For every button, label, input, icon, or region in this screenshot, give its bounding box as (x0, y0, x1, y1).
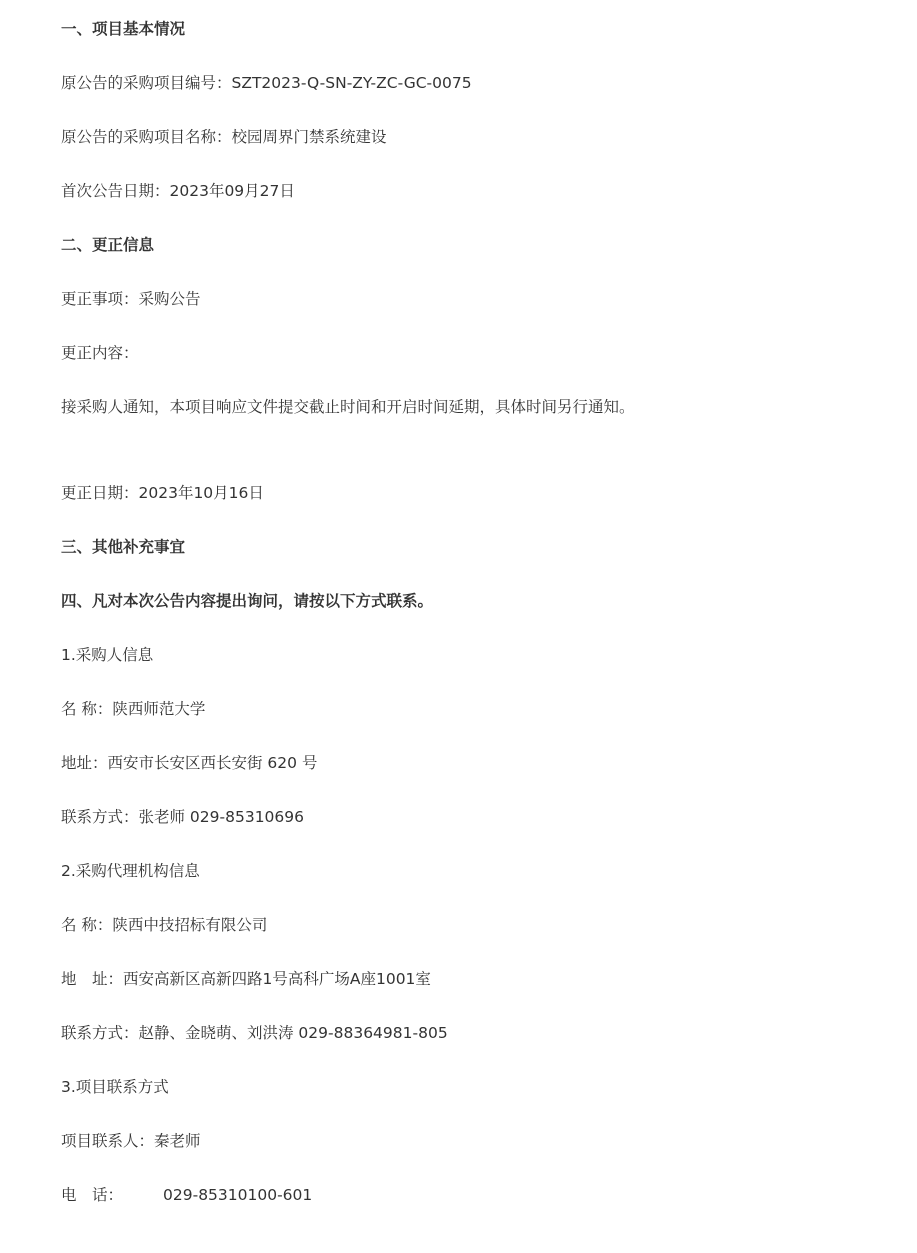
project-contact-heading: 3.项目联系方式 (61, 1078, 169, 1096)
section-heading-contact: 四、凡对本次公告内容提出询问，请按以下方式联系。 (61, 592, 434, 610)
original-project-number: 原公告的采购项目编号：SZT2023-Q-SN-ZY-ZC-GC-0075 (61, 74, 472, 92)
first-announcement-date: 首次公告日期：2023年09月27日 (61, 182, 295, 200)
section-heading-other-matters: 三、其他补充事宜 (61, 538, 186, 556)
original-project-name: 原公告的采购项目名称：校园周界门禁系统建设 (61, 128, 387, 146)
purchaser-address: 地址：西安市长安区西长安街 620 号 (61, 754, 318, 772)
correction-item: 更正事项：采购公告 (61, 290, 201, 308)
project-phone-value: 029-85310100-601 (163, 1186, 313, 1204)
correction-content-label: 更正内容： (61, 344, 139, 362)
purchaser-info-heading: 1.采购人信息 (61, 646, 154, 664)
project-contact-person: 项目联系人：秦老师 (61, 1132, 201, 1150)
project-phone (61, 1184, 312, 1206)
agency-info-heading: 2.采购代理机构信息 (61, 862, 200, 880)
project-phone-label: 电 话： (61, 1186, 124, 1204)
purchaser-name: 名 称：陕西师范大学 (61, 700, 206, 718)
agency-address: 地 址：西安高新区高新四路1号高科广场A座1001室 (61, 970, 431, 988)
correction-date: 更正日期：2023年10月16日 (61, 484, 264, 502)
section-heading-correction-info: 二、更正信息 (61, 236, 155, 254)
agency-contact: 联系方式：赵静、金晓萌、刘洪涛 029-88364981-805 (61, 1024, 448, 1042)
purchaser-contact: 联系方式：张老师 029-85310696 (61, 808, 304, 826)
correction-content-text: 接采购人通知，本项目响应文件提交截止时间和开启时间延期，具体时间另行通知。 (61, 398, 635, 416)
section-heading-basic-info: 一、项目基本情况 (61, 20, 186, 38)
agency-name: 名 称：陕西中技招标有限公司 (61, 916, 268, 934)
